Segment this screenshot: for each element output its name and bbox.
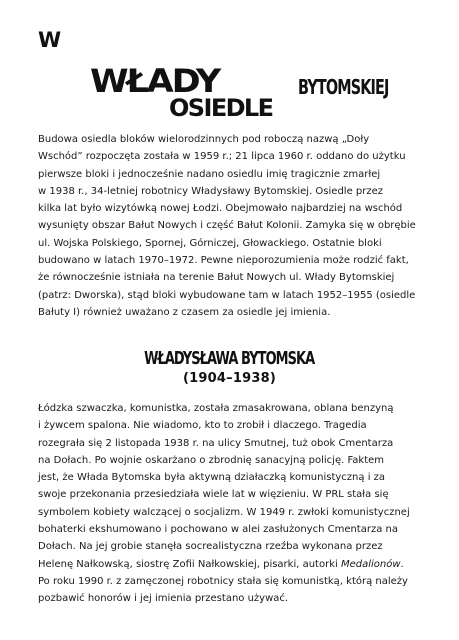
paragraph-line: Dołach. Na jej grobie stanęła socrealistyczna rzeźba wykonana przez [38,541,383,553]
paragraph-line: Wschód” rozpoczęta została w 1959 r.; 21 lipca 1960 r. oddano do użytku [38,151,406,163]
title-sub: OSIEDLE [169,94,273,122]
paragraph-line: w 1938 r., 34-letniej robotnicy Władysławy Bytomskiej. Osiedle przez [38,185,384,197]
paragraph-line: kilka lat było wizytówką nowej Łodzi. Obejmowało najbardziej na wschód [38,203,403,215]
paragraph-line: (patrz: Dworska), stąd bloki wybudowane tam w latach 1952–1955 (osiedle [38,289,416,301]
paragraph-line: i żywcem spalona. Nie wiadomo, kto to zrobił i dlaczego. Tragedia [38,420,367,432]
brand-logo-mark: W [38,28,60,52]
paragraph-line: Łódzka szwaczka, komunistka, została zmasakrowana, oblana benzyną [38,403,394,414]
line-text: Helenę Nałkowską, siostrę Zofii Nałkowskiej, pisarki, autorki [38,558,341,570]
paragraph-line: pozbawić honorów i jej imienia przestano używać. [38,593,289,605]
paragraph-line: jest, że Włada Bytomska była aktywną działaczką komunistyczną i za [38,472,386,484]
title-main: WŁADY [90,63,220,101]
paragraph-line: ul. Wojska Polskiego, Spornej, Górniczej, Głowackiego. Ostatnie bloki [38,237,382,249]
title-side: BYTOMSKIEJ [298,75,389,99]
paragraph-line: Po roku 1990 r. z zamęczonej robotnicy stała się komunistką, którą należy [38,575,408,587]
paragraph-line [38,556,428,573]
paragraph-line: symbolem kobiety walczącej o socjalizm. W 1949 r. zwłoki komunistycznej [38,506,410,518]
line-tail: . [400,558,404,570]
paragraph-line: że równocześnie istniała na terenie Bałut Nowych ul. Włady Bytomskiej [38,272,395,284]
paragraph-line: pierwsze bloki i jednocześnie nadano osiedlu imię tragicznie zmarłej [38,168,381,180]
paragraph-line: bohaterki ekshumowano i pochowano w alei zasłużonych Cmentarza na [38,524,398,536]
book-title-medalionow: Medalionów [340,558,401,570]
paragraph-line: rozegrała się 2 listopada 1938 r. na ulicy Smutnej, tuż obok Cmentarza [38,437,394,449]
biography-heading-text: WŁADYSŁAWA BYTOMSKA [144,348,315,369]
paragraph-line: Bałuty I) również uważano z czasem za osiedle jej imienia. [38,306,331,318]
intro-paragraph [38,131,428,321]
paragraph-line: wysunięty obszar Bałut Nowych i część Bałut Kolonii. Zamyka się w obrębie [38,220,416,232]
paragraph-line: na Dołach. Po wojnie oskarżano o zbrodnię sanacyjną policję. Faktem [38,454,385,466]
biography-heading [0,350,459,368]
paragraph-line: Budowa osiedla bloków wielorodzinnych pod roboczą nazwą „Doły [38,134,370,145]
paragraph-line: swoje przekonania przesiedziała wiele lat w więzieniu. W PRL stała się [38,489,389,501]
biography-years: (1904–1938) [183,371,276,386]
paragraph-line: budowano w latach 1970–1972. Pewne nieporozumienia może rodzić fakt, [38,255,409,267]
biography-paragraph [38,400,428,608]
